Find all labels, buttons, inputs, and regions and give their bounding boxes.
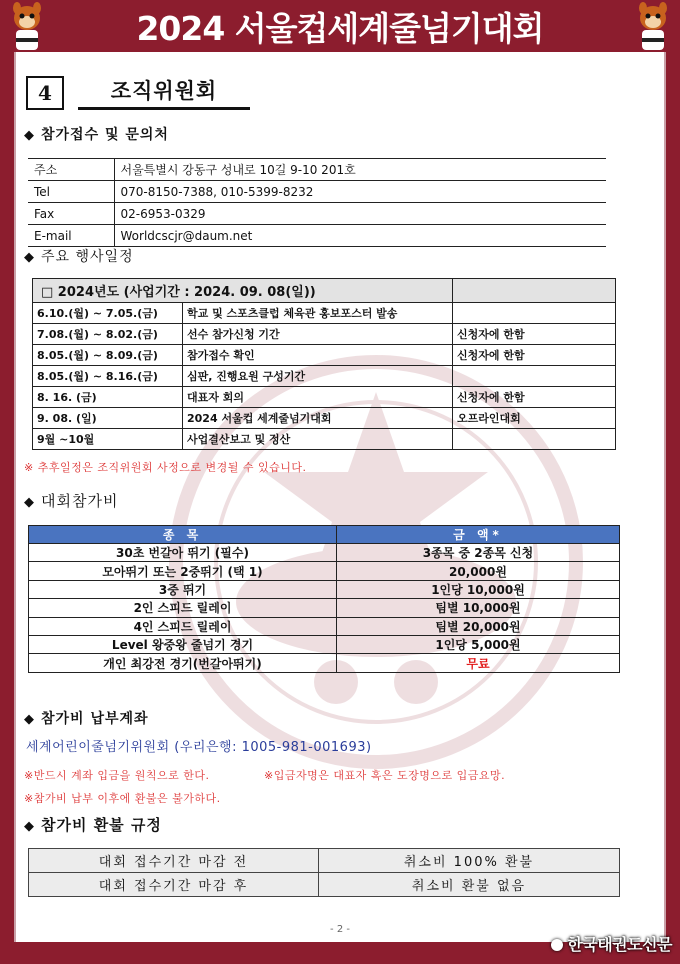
table-row [29, 617, 620, 635]
table-row [33, 324, 616, 345]
diamond-bullet-icon: ◆ [24, 712, 35, 727]
source-credit: 한국태권도신문 [551, 932, 672, 955]
table-row [33, 303, 616, 324]
event-title: 2024 서울컵세계줄넘기대회 [136, 9, 544, 48]
table-row [29, 849, 620, 873]
fee-event: 개인 최강전 경기(번갈아뛰기) [29, 654, 337, 672]
contact-label: 주소 [28, 159, 114, 181]
credit-dot-icon [551, 939, 563, 951]
contact-email-link[interactable]: Worldcscjr@daum.net [114, 225, 606, 247]
schedule-note [453, 366, 616, 387]
payment-note: ※반드시 계좌 입금을 원칙으로 한다. [24, 769, 210, 782]
schedule-event: 선수 참가신청 기간 [183, 324, 453, 345]
table-row [33, 429, 616, 450]
table-row [29, 580, 620, 598]
fee-amount: 팀별 10,000원 [337, 599, 620, 617]
section-title: 조직위원회 [78, 72, 250, 110]
table-row [33, 408, 616, 429]
schedule-date: 8.05.(월) ~ 8.16.(금) [33, 366, 183, 387]
refund-policy: 취소비 100% 환불 [319, 849, 620, 873]
refund-period: 대회 접수기간 마감 후 [29, 873, 319, 897]
section-number: 4 [26, 76, 64, 110]
schedule-note: 신청자에 한함 [453, 345, 616, 366]
schedule-event: 2024 서울컵 세계줄넘기대회 [183, 408, 453, 429]
squirrel-mascot-icon [630, 2, 676, 52]
table-row [29, 599, 620, 617]
refund-period: 대회 접수기간 마감 전 [29, 849, 319, 873]
table-row [29, 544, 620, 562]
schedule-note [453, 429, 616, 450]
schedule-note: 신청자에 한함 [453, 324, 616, 345]
bank-account: 세계어린이줄넘기위원회 (우리은행: 1005-981-001693) [26, 740, 372, 755]
document-page [14, 52, 666, 942]
schedule-event: 심판, 진행요원 구성기간 [183, 366, 453, 387]
table-row [33, 345, 616, 366]
fee-col-amount: 금 액* [337, 526, 620, 544]
table-row [29, 635, 620, 653]
schedule-note [453, 303, 616, 324]
schedule-table [32, 278, 616, 450]
contact-value: 02-6953-0329 [114, 203, 606, 225]
table-row [33, 387, 616, 408]
fee-event: 모아뛰기 또는 2중뛰기 (택 1) [29, 562, 337, 580]
schedule-notice: ※ 추후일정은 조직위원회 사정으로 변경될 수 있습니다. [24, 461, 307, 474]
fee-event: 30초 번갈아 뛰기 (필수) [29, 544, 337, 562]
diamond-bullet-icon: ◆ [24, 250, 35, 265]
fee-heading: ◆ 대회참가비 [24, 492, 119, 510]
table-row [28, 225, 606, 247]
page-number: - 2 - [330, 924, 350, 935]
contact-label: Fax [28, 203, 114, 225]
fee-event: 2인 스피드 릴레이 [29, 599, 337, 617]
contact-value: 070-8150-7388, 010-5399-8232 [114, 181, 606, 203]
schedule-event: 대표자 회의 [183, 387, 453, 408]
table-row [29, 873, 620, 897]
table-row [28, 181, 606, 203]
contact-table [28, 158, 606, 247]
schedule-event: 참가접수 확인 [183, 345, 453, 366]
contact-value: 서울특별시 강동구 성내로 10길 9-10 201호 [114, 159, 606, 181]
schedule-date: 9월 ~10월 [33, 429, 183, 450]
fee-amount: 팀별 20,000원 [337, 617, 620, 635]
top-banner [0, 0, 680, 52]
fee-amount: 1인당 5,000원 [337, 635, 620, 653]
schedule-date: 8. 16. (금) [33, 387, 183, 408]
refund-policy: 취소비 환불 없음 [319, 873, 620, 897]
schedule-title-blank [453, 279, 616, 303]
table-row [29, 562, 620, 580]
fee-amount: 1인당 10,000원 [337, 580, 620, 598]
schedule-date: 7.08.(월) ~ 8.02.(금) [33, 324, 183, 345]
schedule-note: 신청자에 한함 [453, 387, 616, 408]
schedule-date: 8.05.(월) ~ 8.09.(금) [33, 345, 183, 366]
fee-event: 4인 스피드 릴레이 [29, 617, 337, 635]
refund-note: ※참가비 납부 이후에 환불은 불가하다. [24, 792, 221, 805]
schedule-note: 오프라인대회 [453, 408, 616, 429]
contact-label: Tel [28, 181, 114, 203]
payment-heading: ◆ 참가비 납부계좌 [24, 711, 149, 727]
schedule-heading: ◆ 주요 행사일정 [24, 249, 134, 265]
schedule-title: □ 2024년도 (사업기간 : 2024. 09. 08(일)) [33, 279, 453, 303]
contact-label: E-mail [28, 225, 114, 247]
fee-amount: 3종목 중 2종목 신청 [337, 544, 620, 562]
fee-event: 3중 뛰기 [29, 580, 337, 598]
refund-heading: ◆ 참가비 환불 규정 [24, 816, 162, 834]
table-row [28, 203, 606, 225]
table-row [29, 654, 620, 672]
table-row [28, 159, 606, 181]
fee-amount: 20,000원 [337, 562, 620, 580]
table-row [33, 366, 616, 387]
schedule-date: 9. 08. (일) [33, 408, 183, 429]
fee-col-event: 종 목 [29, 526, 337, 544]
payment-note: ※입금자명은 대표자 혹은 도장명으로 입금요망. [264, 769, 506, 782]
table-row [33, 279, 616, 303]
diamond-bullet-icon: ◆ [24, 495, 35, 510]
contact-heading: ◆ 참가접수 및 문의처 [24, 127, 169, 143]
table-row [29, 526, 620, 544]
fee-event: Level 왕중왕 줄넘기 경기 [29, 635, 337, 653]
schedule-event: 사업결산보고 및 정산 [183, 429, 453, 450]
diamond-bullet-icon: ◆ [24, 128, 35, 143]
schedule-date: 6.10.(월) ~ 7.05.(금) [33, 303, 183, 324]
schedule-event: 학교 및 스포츠클럽 체육관 홍보포스터 발송 [183, 303, 453, 324]
refund-table [28, 848, 620, 897]
fee-amount-free: 무료 [337, 654, 620, 672]
diamond-bullet-icon: ◆ [24, 819, 35, 834]
fee-table [28, 525, 620, 673]
